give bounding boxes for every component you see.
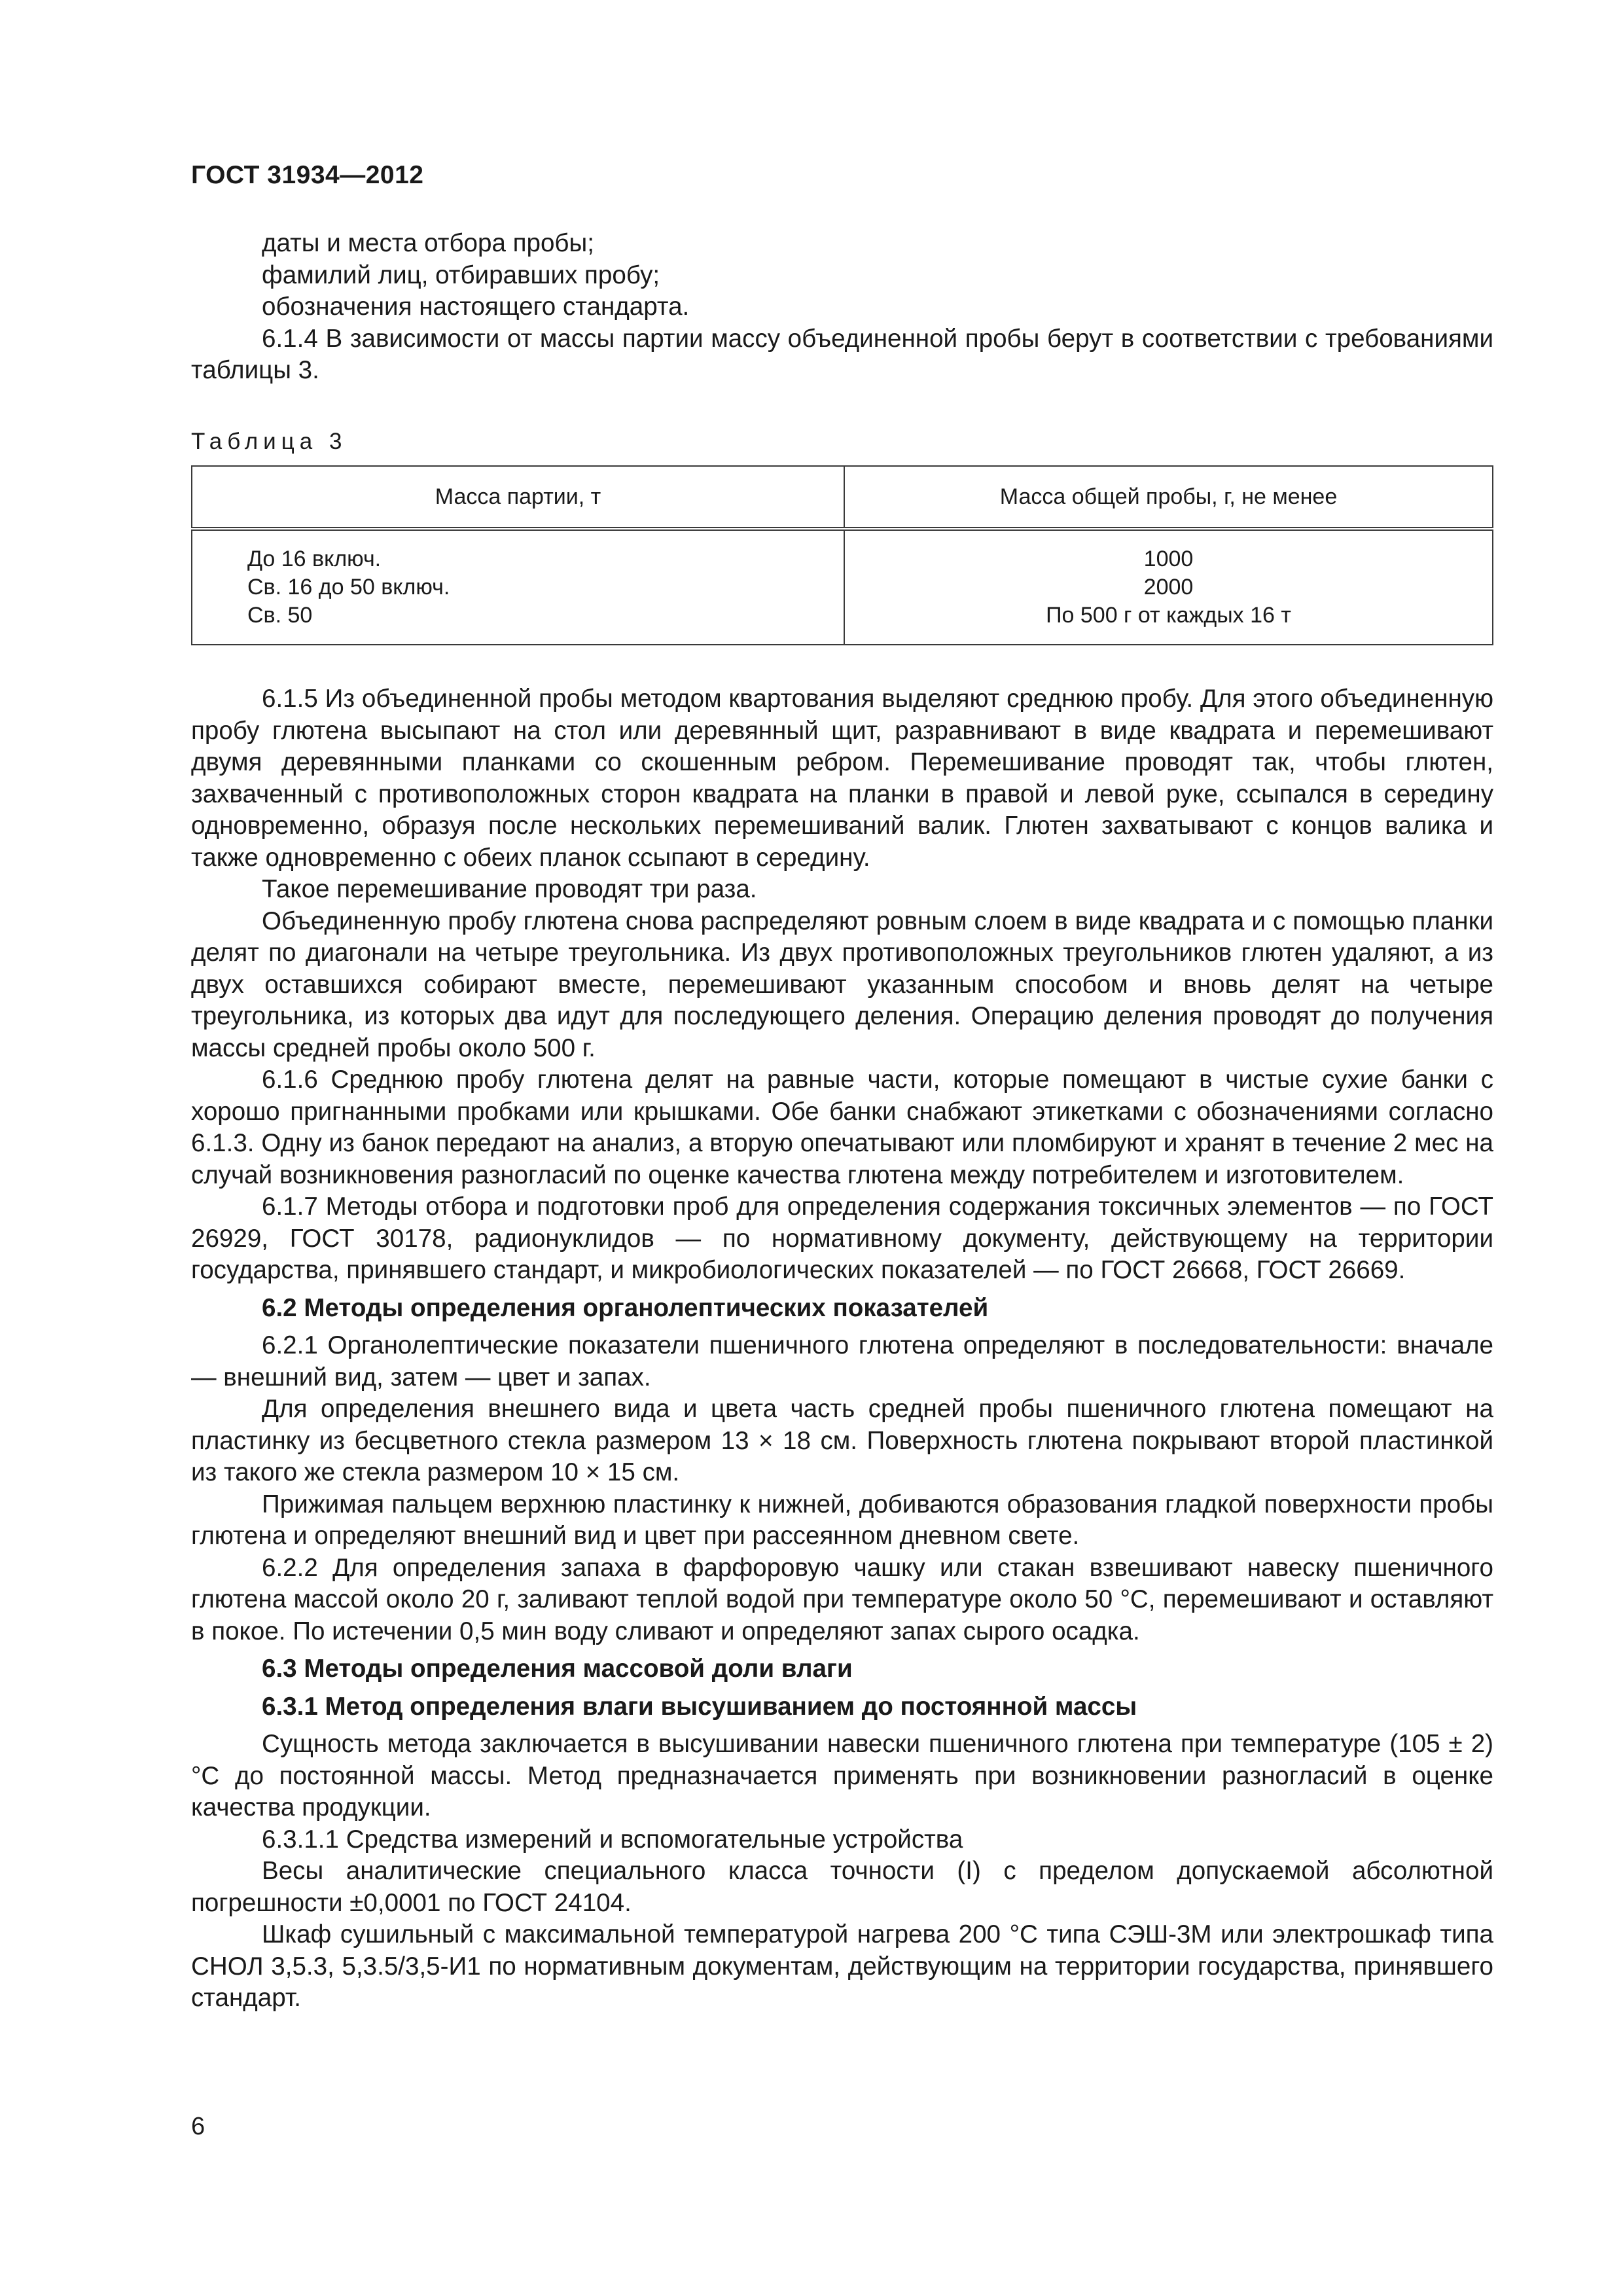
paragraph: Шкаф сушильный с максимальной температурой нагрева 200 °С типа СЭШ-3М или электрошкаф типа СНОЛ 3,5.3, 5,3.5/3,5-И1 по нормативным документам, действующим на территории государства, принявшего стандарт. <box>191 1920 1493 2012</box>
cell-line: 2000 <box>1143 575 1194 600</box>
paragraph: Весы аналитические специального класса точности (I) с пределом допускаемой абсолютной погрешности ±0,0001 по ГОСТ 24104. <box>191 1857 1493 1917</box>
paragraph: Такое перемешивание проводят три раза. <box>262 875 757 903</box>
section-heading: 6.3.1 Метод определения влаги высушиванием до постоянной массы <box>262 1692 1137 1721</box>
cell-line: По 500 г от каждых 16 т <box>1046 603 1291 628</box>
paragraph: 6.3.1.1 Средства измерений и вспомогательные устройства <box>262 1825 963 1854</box>
table-cell <box>844 529 1493 645</box>
table-header-cell: Масса общей пробы, г, не менее <box>844 466 1493 529</box>
paragraph: Объединенную пробу глютена снова распределяют ровным слоем в виде квадрата и с помощью планки делят по диагонали на четыре треугольника. Из двух противоположных треугольников глютен удаляют, а из двух оставшихся собирают вместе, перемешивают указанным способом и вновь делят на четыре треугольника, из которых два идут для последующего деления. Операцию деления проводят до получения массы средней пробы около 500 г. <box>191 906 1493 1062</box>
table-cell <box>192 529 844 645</box>
cell-line: Св. 50 <box>247 603 313 628</box>
document-body <box>191 228 1493 2015</box>
table-caption: Таблица 3 <box>191 428 348 454</box>
paragraph: 6.1.7 Методы отбора и подготовки проб для определения содержания токсичных элементов — по ГОСТ 26929, ГОСТ 30178, радионуклидов — по нормативному документу, действующему на территории государства, принявшего стандарт, и микробиологических показателей — по ГОСТ 26668, ГОСТ 26669. <box>191 1193 1493 1284</box>
table-header-cell: Масса партии, т <box>192 466 844 529</box>
body-paragraphs <box>191 683 1493 2015</box>
cell-line: До 16 включ. <box>247 547 382 571</box>
page-number: 6 <box>191 2113 205 2140</box>
table-3 <box>191 465 1493 645</box>
section-heading: 6.3 Методы определения массовой доли влаги <box>262 1655 853 1683</box>
paragraph-6-1-4: 6.1.4 В зависимости от массы партии массу объединенной пробы берут в соответствии с требованиями таблицы 3. <box>191 324 1493 384</box>
section-heading: 6.2 Методы определения органолептических показателей <box>262 1293 989 1322</box>
document-header: ГОСТ 31934—2012 <box>191 161 424 189</box>
cell-line: 1000 <box>1143 547 1194 571</box>
paragraph: Сущность метода заключается в высушивании навески пшеничного глютена при температуре (105 ± 2) °С до постоянной массы. Метод предназначается применять при возникновении разногласий в оценке качества продукции. <box>191 1730 1493 1821</box>
paragraph: 6.1.6 Среднюю пробу глютена делят на равные части, которые помещают в чистые сухие банки с хорошо пригнанными пробками или крышками. Обе банки снабжают этикетками с обозначениями согласно 6.1.3. Одну из банок передают на анализ, а вторую опечатывают или пломбируют и хранят в течение 2 мес на случай возникновения разногласий по оценке качества глютена между потребителем и изготовителем. <box>191 1066 1493 1189</box>
cell-line: Св. 16 до 50 включ. <box>247 575 450 600</box>
paragraph: 6.1.5 Из объединенной пробы методом квартования выделяют среднюю пробу. Для этого объединенную пробу глютена высыпают на стол или деревянный щит, разравнивают в виде квадрата и перемешивают двумя деревянными планками со скошенным ребром. Перемешивание проводят так, чтобы глютен, захваченный с противоположных сторон квадрата на планки в правой и левой руке, ссыпался в середину одновременно, образуя после нескольких перемешиваний валик. Глютен захватывают с концов валика и также одновременно с обеих планок ссыпают в середину. <box>191 685 1493 872</box>
paragraph: 6.2.2 Для определения запаха в фарфоровую чашку или стакан взвешивают навеску пшеничного глютена массой около 20 г, заливают теплой водой при температуре около 50 °С, перемешивают и оставляют в покое. По истечении 0,5 мин воду сливают и определяют запах сырого осадка. <box>191 1553 1493 1645</box>
text-line: обозначения настоящего стандарта. <box>262 293 690 321</box>
paragraph: Для определения внешнего вида и цвета часть средней пробы пшеничного глютена помещают на пластинку из бесцветного стекла размером 13 × 18 см. Поверхность глютена покрывают второй пластинкой из такого же стекла размером 10 × 15 см. <box>191 1395 1493 1486</box>
paragraph: Прижимая пальцем верхнюю пластинку к нижней, добиваются образования гладкой поверхности пробы глютена и определяют внешний вид и цвет при рассеянном дневном свете. <box>191 1490 1493 1550</box>
paragraph: 6.2.1 Органолептические показатели пшеничного глютена определяют в последовательности: вначале — внешний вид, затем — цвет и запах. <box>191 1331 1493 1391</box>
text-line: даты и места отбора пробы; <box>262 229 594 257</box>
table-row <box>192 529 1493 645</box>
text-line: фамилий лиц, отбиравших пробу; <box>262 260 660 289</box>
